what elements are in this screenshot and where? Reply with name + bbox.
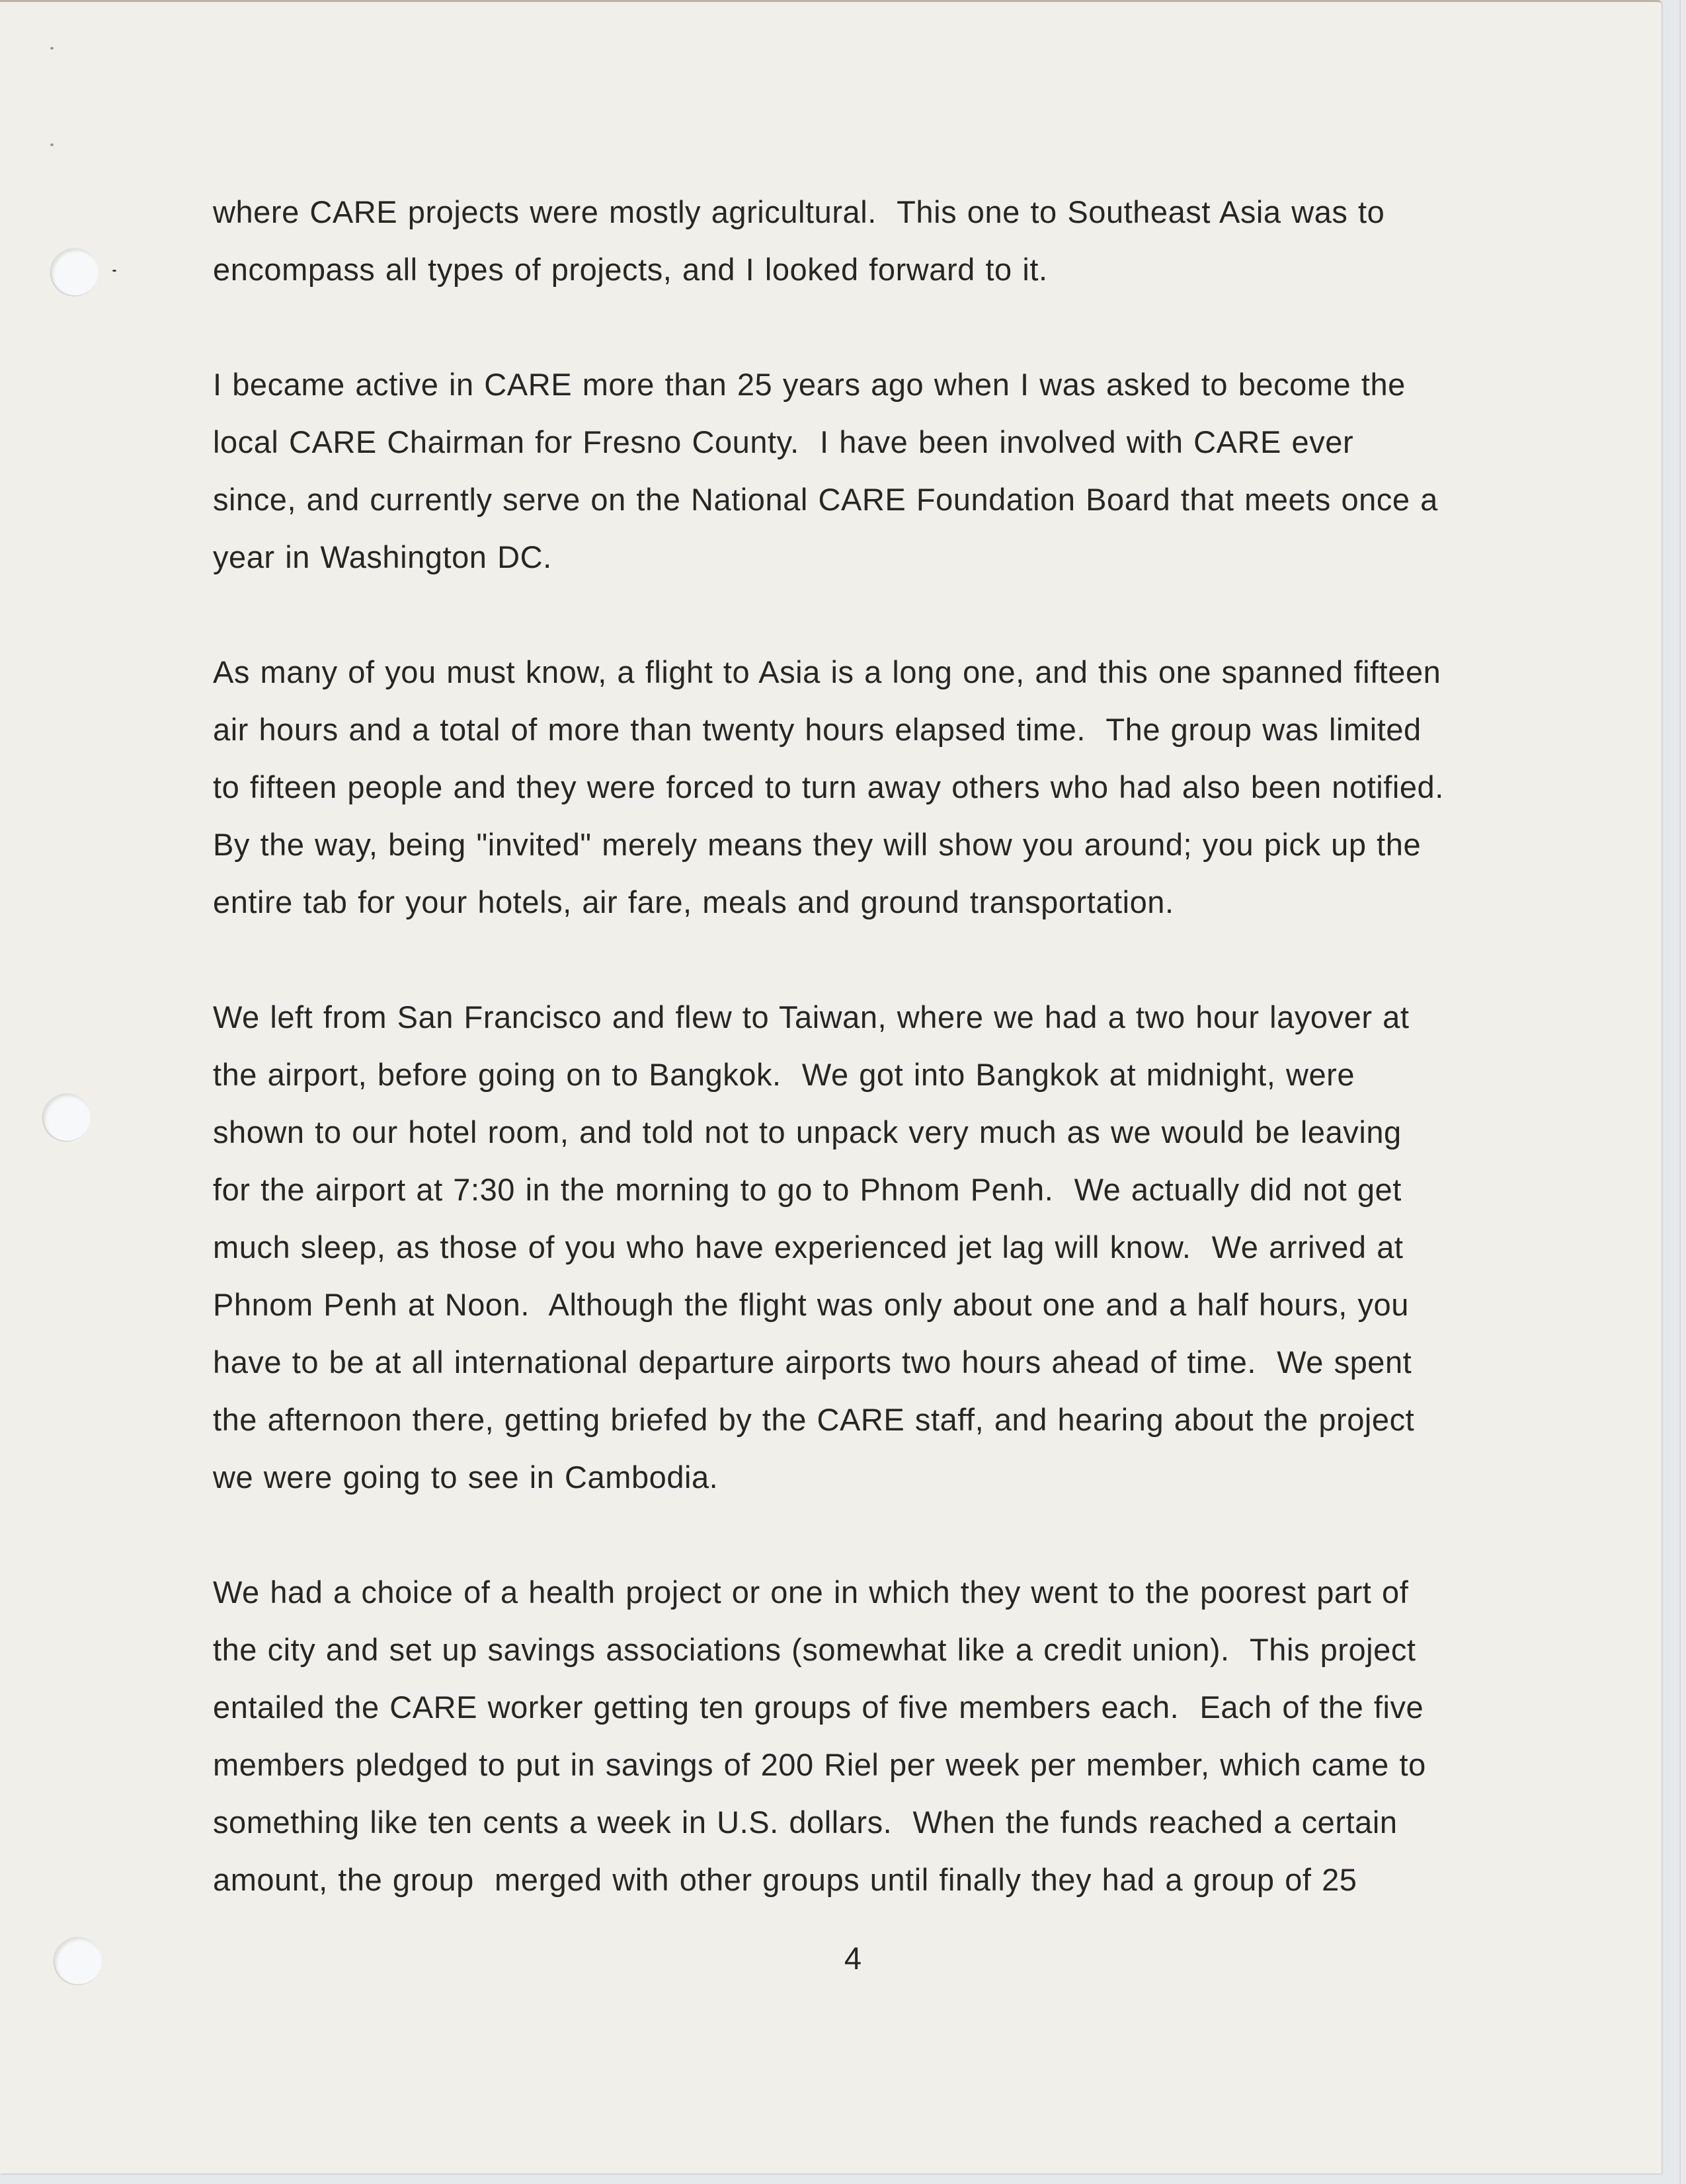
- scan-edge-line: [1679, 0, 1681, 2184]
- text-line: have to be at all international departure airports two hours ahead of time. We spent: [213, 1345, 1412, 1380]
- text-line: where CARE projects were mostly agricultural. This one to Southeast Asia was to: [213, 194, 1385, 229]
- text-line: members pledged to put in savings of 200 Riel per week per member, which came to: [213, 1747, 1426, 1782]
- binder-hole-top: [51, 248, 99, 295]
- text-line: we were going to see in Cambodia.: [213, 1460, 719, 1495]
- paragraph: [213, 1563, 1444, 1908]
- paragraph: [213, 183, 1444, 298]
- paper-speck: [112, 270, 116, 272]
- page-number: 4: [844, 1941, 862, 1976]
- text-line: By the way, being "invited" merely means they will show you around; you pick up the: [213, 827, 1422, 862]
- paragraph: [213, 643, 1444, 931]
- text-line: year in Washington DC.: [213, 539, 552, 574]
- document-body: [213, 183, 1444, 1966]
- text-line: Phnom Penh at Noon. Although the flight was only about one and a half hours, you: [213, 1287, 1409, 1322]
- text-line: entire tab for your hotels, air fare, meals and ground transportation.: [213, 884, 1174, 919]
- text-line: local CARE Chairman for Fresno County. I have been involved with CARE ever: [213, 424, 1354, 459]
- text-line: the airport, before going on to Bangkok. We got into Bangkok at midnight, were: [213, 1057, 1355, 1092]
- text-line: We left from San Francisco and flew to Taiwan, where we had a two hour layover at: [213, 999, 1410, 1034]
- paragraph: [213, 356, 1444, 586]
- text-line: shown to our hotel room, and told not to unpack very much as we would be leaving: [213, 1114, 1402, 1150]
- text-line: since, and currently serve on the National CARE Foundation Board that meets once a: [213, 482, 1438, 517]
- text-line: entailed the CARE worker getting ten groups of five members each. Each of the five: [213, 1690, 1424, 1725]
- paragraph: [213, 988, 1444, 1506]
- text-line: We had a choice of a health project or one in which they went to the poorest part of: [213, 1575, 1409, 1610]
- binder-hole-bottom: [54, 1937, 102, 1984]
- text-line: encompass all types of projects, and I looked forward to it.: [213, 252, 1048, 287]
- text-line: much sleep, as those of you who have experienced jet lag will know. We arrived at: [213, 1229, 1404, 1265]
- paper-speck: [50, 143, 54, 146]
- text-line: to fifteen people and they were forced to turn away others who had also been notified.: [213, 769, 1444, 804]
- binder-hole-middle: [43, 1093, 91, 1141]
- text-line: As many of you must know, a flight to Asia is a long one, and this one spanned fifteen: [213, 654, 1441, 689]
- text-line: air hours and a total of more than twenty hours elapsed time. The group was limited: [213, 712, 1422, 747]
- text-line: for the airport at 7:30 in the morning to go to Phnom Penh. We actually did not get: [213, 1172, 1402, 1207]
- text-line: the afternoon there, getting briefed by the CARE staff, and hearing about the project: [213, 1402, 1415, 1437]
- text-line: amount, the group merged with other groups until finally they had a group of 25: [213, 1862, 1357, 1897]
- text-line: I became active in CARE more than 25 years ago when I was asked to become the: [213, 367, 1406, 402]
- paper-speck: [50, 47, 54, 50]
- text-line: the city and set up savings associations (somewhat like a credit union). This project: [213, 1632, 1416, 1667]
- text-line: something like ten cents a week in U.S. dollars. When the funds reached a certain: [213, 1805, 1398, 1840]
